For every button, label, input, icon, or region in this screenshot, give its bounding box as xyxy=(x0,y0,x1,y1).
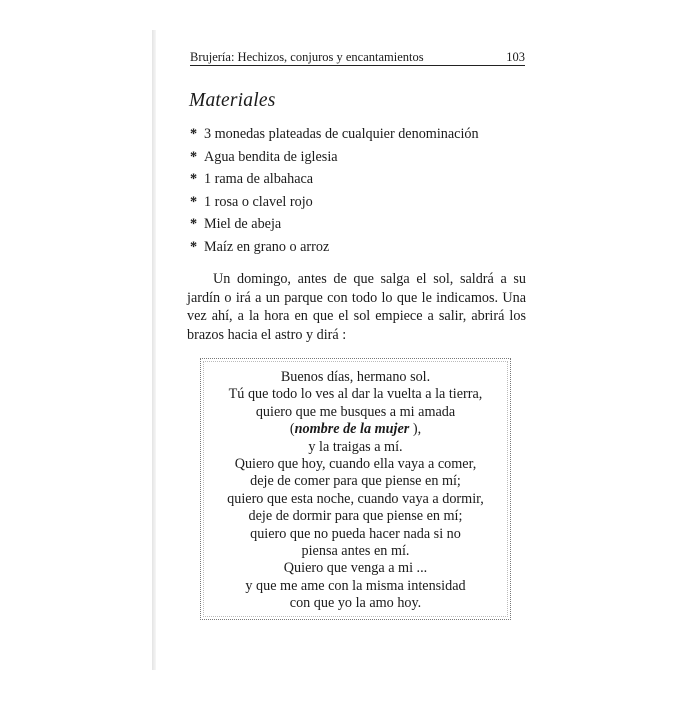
list-item xyxy=(190,126,479,149)
poem-line: deje de comer para que piense en mí; xyxy=(250,473,461,490)
paren-close: ), xyxy=(409,421,422,438)
name-placeholder: nombre de la mujer xyxy=(294,421,410,438)
poem-line: y que me ame con la misma intensidad xyxy=(245,577,466,594)
list-item xyxy=(190,194,479,217)
bullet-asterisk: * xyxy=(190,171,198,187)
list-item xyxy=(190,216,479,239)
bullet-asterisk: * xyxy=(190,238,198,255)
material-text: Agua bendita de iglesia xyxy=(204,148,338,165)
material-text: 1 rama de albahaca xyxy=(204,171,314,187)
incantation-box xyxy=(200,358,511,620)
bullet-asterisk: * xyxy=(190,148,198,165)
running-header-title: Brujería: Hechizos, conjuros y encantamientos xyxy=(190,50,424,64)
material-text: Miel de abeja xyxy=(204,216,282,232)
poem-line: piensa antes en mí. xyxy=(301,542,410,559)
poem-line: Quiero que venga a mi ... xyxy=(283,560,428,577)
poem-line: con que yo la amo hoy. xyxy=(289,595,422,612)
incantation-text xyxy=(201,369,510,612)
running-header xyxy=(190,50,525,66)
section-title: Materiales xyxy=(189,90,276,111)
material-text: 1 rosa o clavel rojo xyxy=(204,193,313,210)
poem-line: quiero que no pueda hacer nada si no xyxy=(250,525,461,542)
instructions-paragraph: Un domingo, antes de que salga el sol, saldrá a su jardín o irá a un parque con todo lo que le indicamos. Una vez ahí, a la hora en que el sol empiece a salir, abrirá los brazos hacia el astro y dirá : xyxy=(187,271,526,343)
poem-line: Quiero que hoy, cuando ella vaya a comer, xyxy=(234,455,477,472)
bullet-asterisk: * xyxy=(190,126,198,142)
poem-line: Buenos días, hermano sol. xyxy=(280,369,431,385)
list-item xyxy=(190,171,479,194)
poem-line: deje de dormir para que piense en mí; xyxy=(248,508,463,525)
material-text: Maíz en grano o arroz xyxy=(204,238,330,255)
material-text: 3 monedas plateadas de cualquier denominación xyxy=(204,126,479,142)
bullet-asterisk: * xyxy=(190,216,198,232)
poem-line-placeholder xyxy=(201,421,510,438)
paren-open: ( xyxy=(289,421,295,438)
poem-line: y la traigas a mí. xyxy=(308,438,403,455)
materials-list xyxy=(190,126,479,261)
poem-line: quiero que me busques a mi amada xyxy=(255,403,456,420)
page-number: 103 xyxy=(506,50,525,64)
poem-line: quiero que esta noche, cuando vaya a dormir, xyxy=(227,490,484,507)
page-spine-shadow xyxy=(152,30,156,670)
poem-line: Tú que todo lo ves al dar la vuelta a la tierra, xyxy=(228,386,483,403)
list-item xyxy=(190,149,479,172)
list-item xyxy=(190,239,479,262)
bullet-asterisk: * xyxy=(190,193,198,210)
